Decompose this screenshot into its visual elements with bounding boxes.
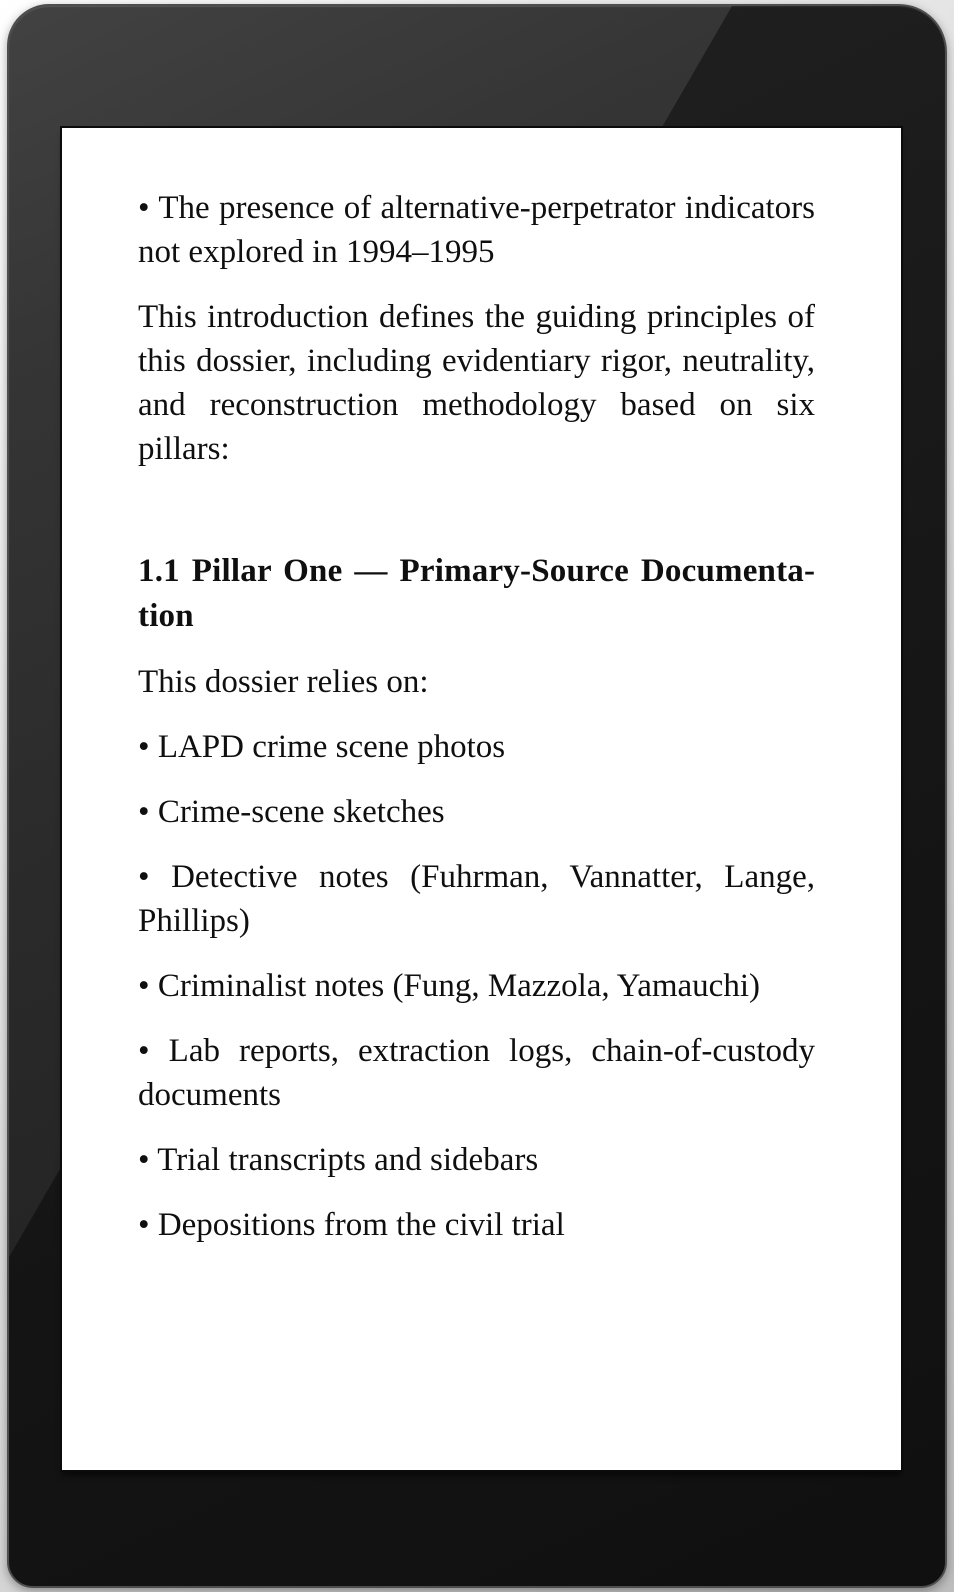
bullet-text: Criminalist notes (Fung, Mazzola, Yamauchi): [157, 968, 760, 1004]
paragraph: This introduction defines the guiding principles of this dossier, including evidentiary rigor, neutrality, and reconstruction methodology based on six pillars:: [138, 299, 815, 467]
bullet-item: [138, 725, 815, 769]
bullet-item: [138, 1203, 815, 1247]
bullet-item: [138, 1029, 815, 1117]
bullet-item: [138, 964, 815, 1008]
bullet-marker: •: [138, 729, 150, 765]
section-heading: 1.1 Pillar One — Primary-Source Documentation: [138, 553, 815, 634]
bullet-item: [138, 186, 815, 274]
bullet-marker: •: [138, 1207, 150, 1243]
bullet-text: Lab reports, extraction logs, chain-of-custody documents: [138, 1033, 815, 1113]
bullet-marker: •: [138, 1033, 150, 1069]
bullet-text: Depositions from the civil trial: [157, 1207, 565, 1243]
bullet-marker: •: [138, 859, 150, 895]
bullet-item: [138, 855, 815, 943]
book-page-content: [62, 128, 901, 1470]
reader-screen[interactable]: [62, 128, 901, 1470]
bullet-marker: •: [138, 794, 150, 830]
bullet-item: [138, 790, 815, 834]
bullet-text: LAPD crime scene photos: [157, 729, 506, 765]
bullet-marker: •: [138, 1142, 150, 1178]
e-reader-device-frame: [7, 4, 947, 1588]
bullet-text: Detective notes (Fuhrman, Vannatter, Lange, Phillips): [138, 859, 815, 939]
bullet-text: The presence of alternative-perpetrator indicators not explored in 1994–1995: [138, 190, 815, 270]
bullet-marker: •: [138, 968, 150, 1004]
bullet-marker: •: [138, 190, 150, 226]
bullet-text: Crime-scene sketches: [157, 794, 445, 830]
paragraph: This dossier relies on:: [138, 664, 429, 700]
bullet-item: [138, 1138, 815, 1182]
bullet-text: Trial transcripts and sidebars: [157, 1142, 539, 1178]
